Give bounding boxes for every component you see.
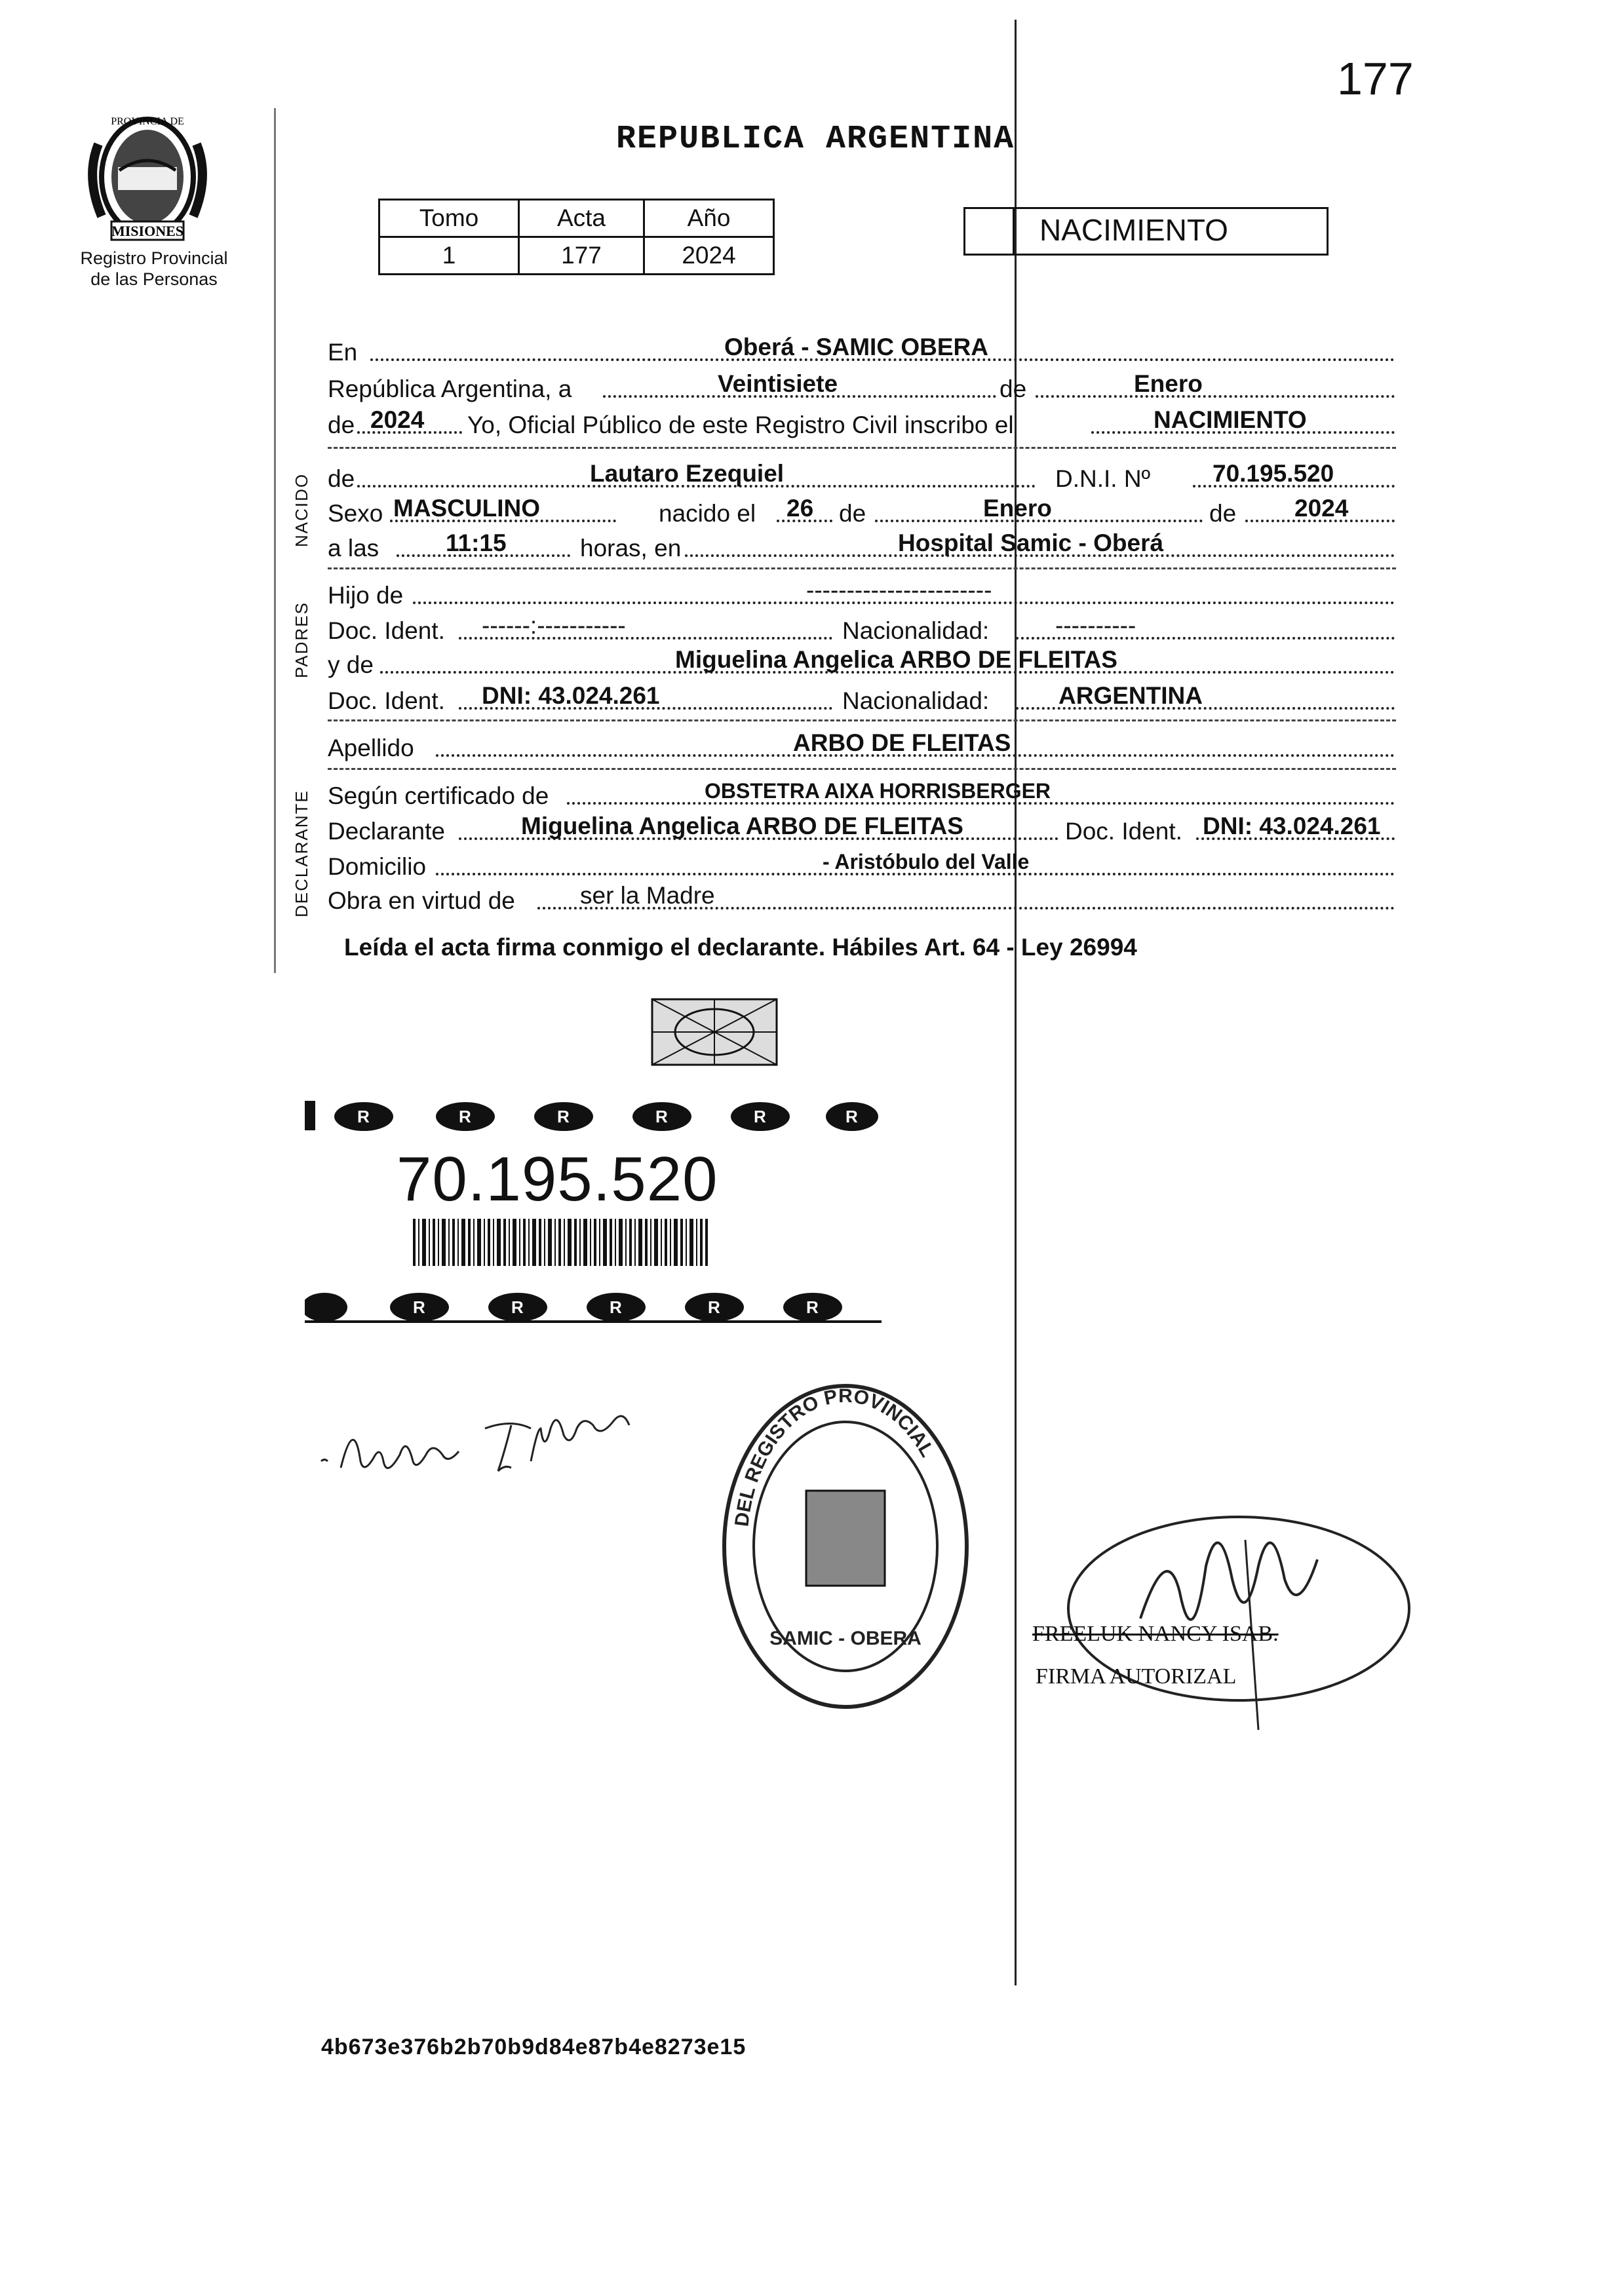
label-en: En <box>328 339 358 366</box>
year-header: Año <box>644 200 774 237</box>
label-nac2: Nacionalidad: <box>842 687 990 714</box>
official-name: FREELUK NANCY ISAB. <box>1032 1622 1279 1646</box>
month-value: Enero <box>1134 370 1203 397</box>
label-domicilio: Domicilio <box>328 853 427 880</box>
closing-statement: Leída el acta firma conmigo el declarante. Hábiles Art. 64 - Ley 26994 <box>344 934 1137 961</box>
document-hash: 4b673e376b2b70b9d84e87b4e8273e15 <box>321 2035 747 2059</box>
sticker-band-top <box>305 1088 882 1134</box>
declarant-doc-value: DNI: 43.024.261 <box>1203 813 1381 839</box>
label-nac1: Nacionalidad: <box>842 617 990 644</box>
label-de2: de <box>328 411 355 438</box>
caption-line-2: de las Personas <box>90 269 218 289</box>
mother-doc-value: DNI: 43.024.261 <box>482 682 660 709</box>
row-sex-birth <box>328 497 1395 530</box>
nacido-side-label: NACIDO <box>292 472 311 547</box>
label-hijo: Hijo de <box>328 582 404 609</box>
row-declarant <box>328 815 1395 848</box>
row-mother-doc <box>328 682 1395 718</box>
tomo-acta-year-table <box>378 199 775 275</box>
father-name-value: ----------------------- <box>806 577 992 603</box>
label-cert: Según certificado de <box>328 782 549 809</box>
label-doc1: Doc. Ident. <box>328 617 445 644</box>
official-seal-stamp <box>708 1363 983 1730</box>
label-declarante: Declarante <box>328 818 445 845</box>
label-de: de <box>1000 375 1027 402</box>
birth-month-value: Enero <box>983 495 1052 522</box>
row-domicile <box>328 851 1395 883</box>
certificate-value: OBSTETRA AIXA HORRISBERGER <box>705 779 1051 803</box>
row-father-doc <box>328 612 1395 647</box>
label-apellido: Apellido <box>328 735 414 761</box>
birth-place-value: Hospital Samic - Oberá <box>898 529 1164 556</box>
label-obra: Obra en virtud de <box>328 887 515 914</box>
acta-header: Acta <box>519 200 644 237</box>
label-doc2: Doc. Ident. <box>328 687 445 714</box>
birth-day-value: 26 <box>786 495 814 522</box>
svg-text:MISIONES: MISIONES <box>111 223 184 239</box>
surname-value: ARBO DE FLEITAS <box>793 729 1011 756</box>
svg-text:DEL REGISTRO PROVINCIAL: DEL REGISTRO PROVINCIAL <box>731 1385 939 1528</box>
svg-text:R: R <box>357 1107 370 1126</box>
row-surname <box>328 729 1395 765</box>
label-de-month: de <box>839 500 866 527</box>
label-sexo: Sexo <box>328 500 383 527</box>
label-de-year: de <box>1209 500 1237 527</box>
row-father <box>328 579 1395 612</box>
father-doc-value: ------:----------- <box>482 612 626 639</box>
label-horas: horas, en <box>580 535 682 562</box>
svg-text:R: R <box>655 1107 668 1126</box>
birth-year-value: 2024 <box>1294 495 1349 522</box>
label-nacido: nacido el <box>659 500 756 527</box>
reason-value: ser la Madre <box>580 882 715 909</box>
place-value: Oberá - SAMIC OBERA <box>724 334 988 360</box>
security-hologram-stamp <box>649 996 780 1068</box>
sticker-band-bottom <box>305 1288 882 1327</box>
row-time-place <box>328 529 1395 565</box>
child-dni-value: 70.195.520 <box>1213 460 1334 487</box>
row-location <box>328 336 1395 369</box>
svg-text:R: R <box>459 1107 471 1126</box>
mother-nationality-value: ARGENTINA <box>1058 682 1203 709</box>
birth-time-value: 11:15 <box>446 529 507 556</box>
tomo-header: Tomo <box>379 200 519 237</box>
declarante-side-label: DECLARANTE <box>292 790 311 917</box>
provincial-coat-of-arms-logo <box>72 105 223 249</box>
declarant-signature <box>315 1409 682 1487</box>
caption-line-1: Registro Provincial <box>80 248 228 268</box>
scan-line <box>1015 20 1017 1985</box>
mother-name-value: Miguelina Angelica ARBO DE FLEITAS <box>675 646 1117 673</box>
separator <box>328 447 1396 449</box>
child-name-value: Lautaro Ezequiel <box>590 460 785 487</box>
separator <box>328 719 1396 721</box>
svg-text:R: R <box>708 1297 720 1317</box>
row-date <box>328 370 1395 406</box>
father-nationality-value: ---------- <box>1055 612 1136 639</box>
row-reason <box>328 882 1395 917</box>
label-yde: y de <box>328 651 374 678</box>
year-value: 2024 <box>644 237 774 275</box>
svg-text:PROVINCIA DE: PROVINCIA DE <box>111 116 184 127</box>
domicile-value: - Aristóbulo del Valle <box>823 850 1030 873</box>
row-child-name <box>328 460 1395 495</box>
year-value: 2024 <box>370 406 425 433</box>
svg-text:R: R <box>845 1107 858 1126</box>
label-child-de: de <box>328 465 355 492</box>
event-value: NACIMIENTO <box>1154 406 1307 433</box>
svg-text:R: R <box>806 1297 819 1317</box>
padres-side-label: PADRES <box>292 602 311 678</box>
row-registrar <box>328 406 1395 442</box>
barcode <box>413 1219 708 1266</box>
sex-value: MASCULINO <box>393 495 541 522</box>
page-number: 177 <box>1337 53 1414 104</box>
declarant-name-value: Miguelina Angelica ARBO DE FLEITAS <box>521 813 963 839</box>
label-decl-doc: Doc. Ident. <box>1065 818 1182 845</box>
label-dni: D.N.I. Nº <box>1055 465 1151 492</box>
label-alas: a las <box>328 535 379 562</box>
tomo-value: 1 <box>379 237 519 275</box>
day-words-value: Veintisiete <box>718 370 838 397</box>
svg-text:SAMIC - OBERA: SAMIC - OBERA <box>769 1628 922 1649</box>
separator <box>328 768 1396 770</box>
svg-text:R: R <box>413 1297 425 1317</box>
svg-text:R: R <box>610 1297 622 1317</box>
separator <box>328 567 1396 569</box>
record-type: NACIMIENTO <box>1013 207 1329 256</box>
official-signature <box>1042 1487 1435 1736</box>
logo-caption <box>72 248 236 290</box>
country-title: REPUBLICA ARGENTINA <box>616 121 1015 158</box>
svg-text:R: R <box>511 1297 524 1317</box>
label-republica: República Argentina, a <box>328 375 572 402</box>
margin-line <box>274 108 276 973</box>
label-oficial: Yo, Oficial Público de este Registro Civil inscribo el <box>467 411 1014 438</box>
id-sticker-number: 70.195.520 <box>397 1144 718 1214</box>
acta-value: 177 <box>519 237 644 275</box>
row-mother <box>328 646 1395 681</box>
svg-text:R: R <box>754 1107 766 1126</box>
row-certificate <box>328 780 1395 813</box>
official-role: FIRMA AUTORIZAL <box>1036 1664 1237 1689</box>
svg-text:R: R <box>557 1107 570 1126</box>
